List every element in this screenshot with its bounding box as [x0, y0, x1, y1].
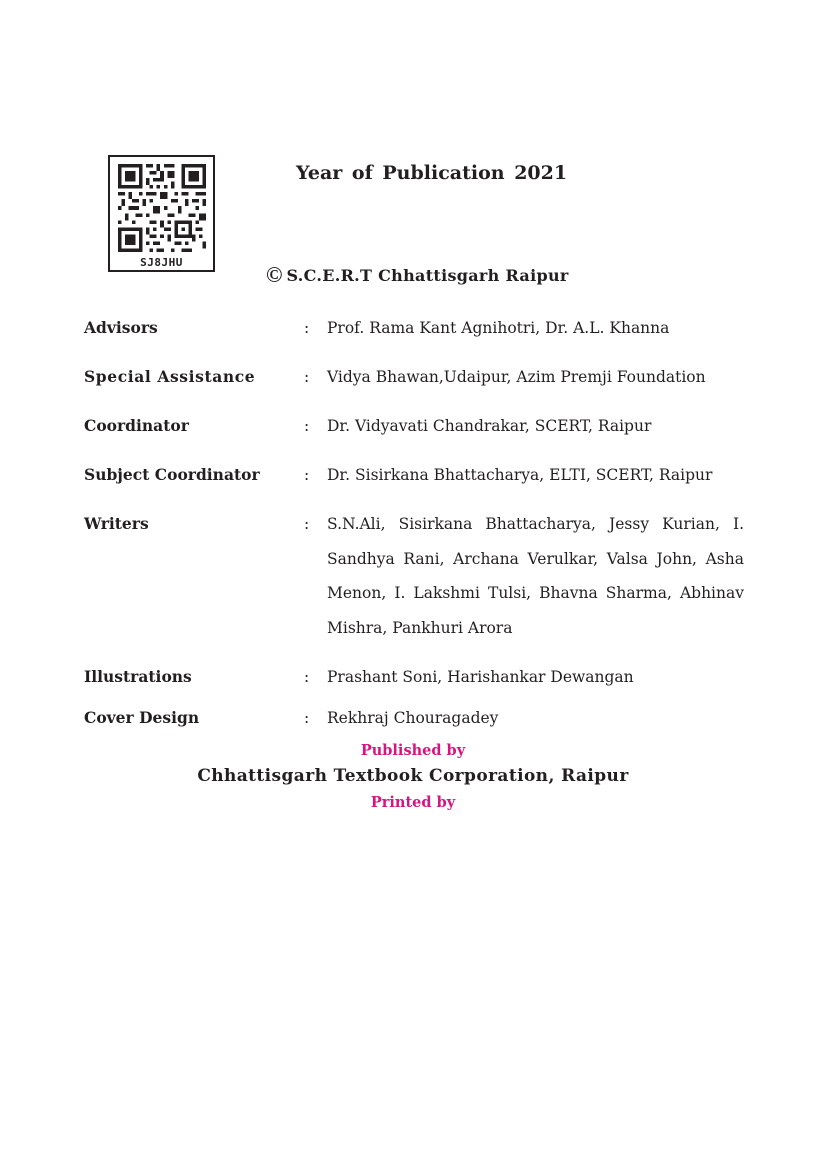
credit-row-special-assistance: [84, 360, 744, 409]
credit-label: Special Assistance: [84, 367, 256, 386]
credit-row-illustrations: [84, 660, 744, 701]
copyright-holder: S.C.E.R.T Chhattisgarh Raipur: [286, 266, 569, 285]
credit-row-cover-design: [84, 701, 744, 742]
qr-code: [108, 155, 215, 272]
credit-separator: :: [304, 709, 310, 727]
printed-by-label: Printed by: [370, 794, 456, 811]
copyright-icon: ©: [266, 262, 283, 287]
credit-label: Advisors: [84, 318, 158, 337]
credit-row-subject-coordinator: [84, 458, 744, 507]
year-of-publication: Year of Publication 2021: [296, 162, 568, 184]
credit-separator: :: [304, 368, 310, 386]
credit-value: Vidya Bhawan,Udaipur, Azim Premji Foundation: [327, 368, 706, 386]
credit-row-writers: [84, 507, 744, 660]
credit-label: Illustrations: [84, 667, 192, 686]
published-by-label: Published by: [360, 742, 466, 759]
credit-separator: :: [304, 319, 310, 337]
credit-value: S.N.Ali, Sisirkana Bhattacharya, Jessy Kurian, I. Sandhya Rani, Archana Verulkar, Valsa John, Asha Menon, I. Lakshmi Tulsi, Bhavna Sharma, Abhinav Mishra, Pankhuri Arora: [327, 515, 744, 637]
credit-value: Rekhraj Chouragadey: [327, 709, 499, 727]
credit-separator: :: [304, 466, 310, 484]
copyright-line: [266, 262, 569, 288]
qr-code-icon: [118, 164, 206, 252]
publisher-name: Chhattisgarh Textbook Corporation, Raipur: [197, 766, 629, 786]
credits-list: [84, 311, 744, 742]
credit-row-advisors: [84, 311, 744, 360]
credit-row-coordinator: [84, 409, 744, 458]
credit-value: Dr. Sisirkana Bhattacharya, ELTI, SCERT, Raipur: [327, 466, 713, 484]
credit-separator: :: [304, 668, 310, 686]
credit-label: Cover Design: [84, 708, 200, 727]
qr-code-label: SJ8JHU: [140, 256, 183, 269]
credit-separator: :: [304, 515, 310, 533]
credit-label: Coordinator: [84, 416, 189, 435]
credit-label: Writers: [84, 514, 149, 533]
credit-value: Prof. Rama Kant Agnihotri, Dr. A.L. Khanna: [327, 319, 670, 337]
credit-value: Dr. Vidyavati Chandrakar, SCERT, Raipur: [327, 417, 652, 435]
credit-separator: :: [304, 417, 310, 435]
credit-value: Prashant Soni, Harishankar Dewangan: [327, 668, 634, 686]
credit-label: Subject Coordinator: [84, 465, 260, 484]
